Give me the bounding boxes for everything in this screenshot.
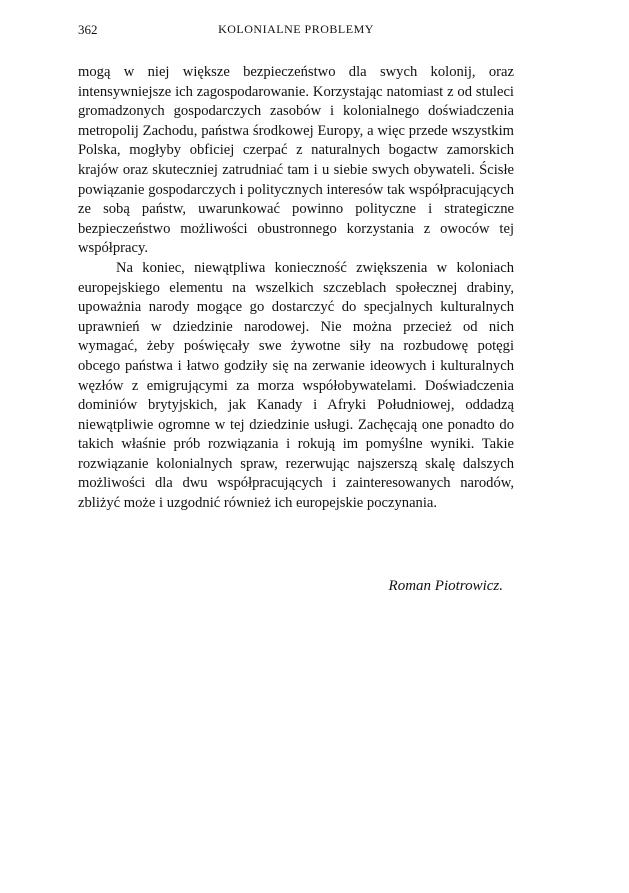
- body-text: [78, 63, 514, 514]
- page-header: [78, 22, 514, 42]
- paragraph-1: mogą w niej większe bezpieczeństwo dla swych kolonij, oraz intensywniejsze ich zagospodarowanie. Korzystając natomiast z od stuleci gromadzonych gospodarczych zasobów i kolonialnego doświadczenia metropolij Zachodu, państwa środkowej Europy, a więc przede wszystkim Polska, mogłyby obficiej czerpać z naturalnych bogactw zamorskich krajów oraz skuteczniej zatrudniać tam i u siebie swych obywateli. Ścisłe powiązanie gospodarczych i politycznych interesów tak współpracujących ze sobą państw, uwarunkować powinno polityczne i strategiczne bezpieczeństwo możliwości obustronnego korzystania z owoców tej współpracy.: [78, 64, 514, 257]
- running-title: KOLONIALNE PROBLEMY: [218, 22, 374, 36]
- author-signature: Roman Piotrowicz.: [388, 578, 503, 594]
- page-number: 362: [78, 22, 98, 37]
- paragraph-2: Na koniec, niewątpliwa konieczność zwiększenia w koloniach europejskiego elementu na wszelkich szczeblach społecznej drabiny, upoważnia narody mogące go dostarczyć do specjalnych kulturalnych uprawnień w dziedzinie narodowej. Nie można przecież od nich wymagać, żeby poświęcały swe żywotne siły na rozbudowę potęgi obcego państwa i łatwo godziły się na zerwanie ideowych i kulturalnych węzłów z emigrującymi za morza współobywatelami. Doświadczenia dominiów brytyjskich, jak Kanady i Afryki Południowej, oddadzą niewątpliwie ogromne w tej dziedzinie usługi. Zachęcają one ponadto do takich właśnie prób rozwiązania i rokują im pomyślne wyniki. Takie rozwiązanie kolonialnych spraw, rezerwując najszerszą skalę dalszych możliwości dla dwu współpracujących i zainteresowanych narodów, zbliżyć może i uzgodnić również ich europejskie poczynania.: [78, 259, 514, 512]
